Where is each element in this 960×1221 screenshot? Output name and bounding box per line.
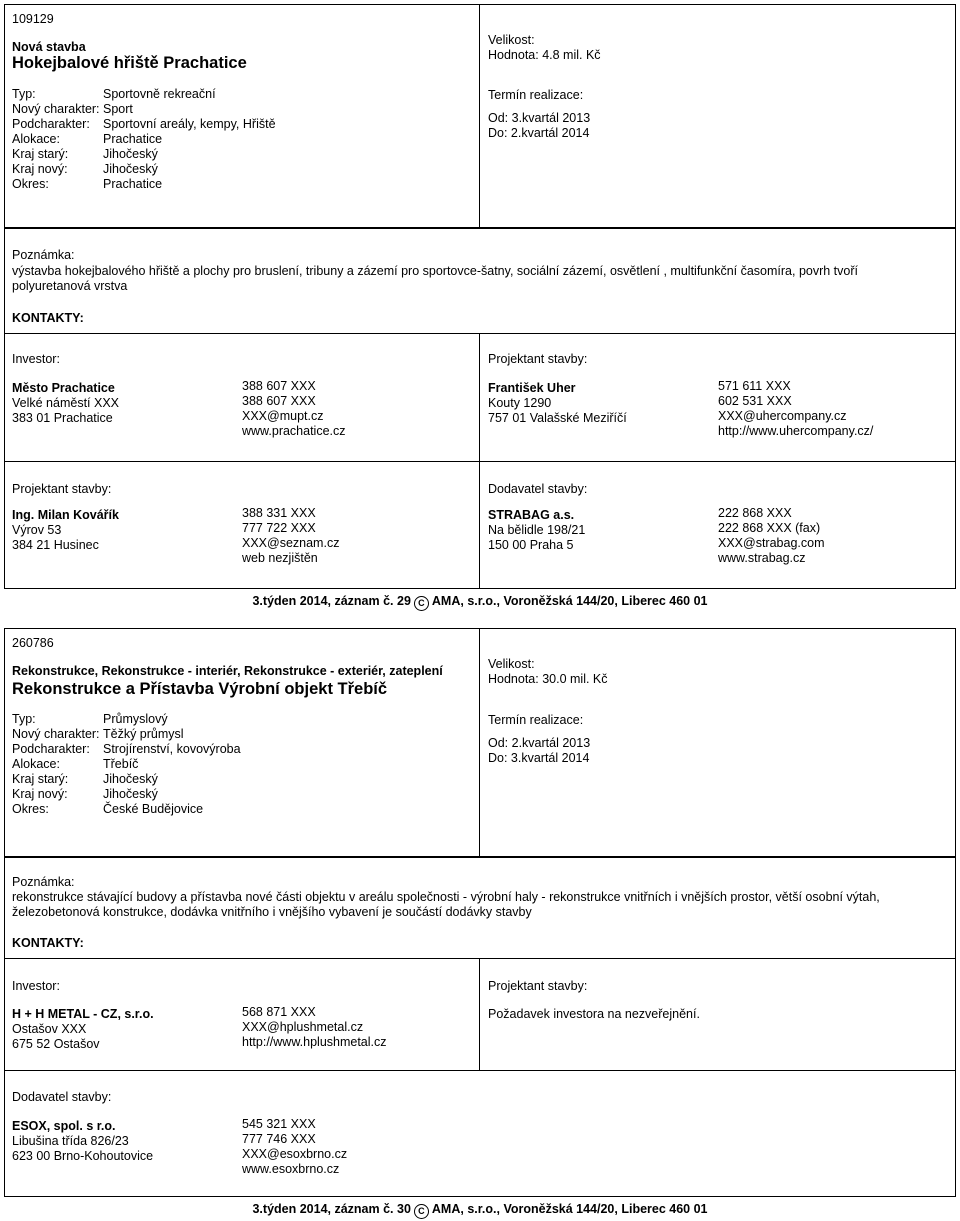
field-row [12,102,472,117]
field-value: České Budějovice [103,802,204,816]
term-to: Do: 3.kvartál 2014 [488,751,590,765]
field-row [12,87,472,102]
term-block [488,88,590,141]
footer-record-info: 3.týden 2014, záznam č. 29 [252,594,411,608]
field-label: Podcharakter: [12,117,90,131]
field-row [12,117,472,132]
field-value: Jihočeský [103,787,158,801]
field-value: Prachatice [103,177,163,191]
contacts-label: KONTAKTY: [12,311,84,325]
email-link: XXX@esoxbrno.cz [242,1147,348,1161]
supplier-name: ESOX, spol. s r.o. [12,1119,116,1133]
field-label: Podcharakter: [12,742,90,756]
web-link: www.prachatice.cz [242,424,346,438]
note-text: výstavba hokejbalového hřiště a plochy pro bruslení, tribuny a zázemí pro sportovce-šatny, sociální zázemí, osvětlení , multifunkční časomíra, povrh tvoří polyuretanová vrstva [12,264,858,293]
term-block [488,713,590,766]
investor-contact [242,379,346,439]
designer-address-line: 757 01 Valašské Meziříčí [488,411,627,425]
web-link: http://www.uhercompany.cz/ [718,424,874,438]
email-link: XXX@seznam.cz [242,536,340,550]
note-label: Poznámka: [12,248,75,262]
field-label: Kraj starý: [12,147,69,161]
contacts-divider-mid [4,1070,956,1071]
field-label: Typ: [12,712,36,726]
note-text: rekonstrukce stávající budovy a přístavba nové části objektu v areálu společnosti - výrobní haly - rekonstrukce vnitřních i vnějších prostor, větší osobní výtah, železobetonová konstrukce, dodávka vnitřního i vnějšího vybavení je součástí dodávky stavby [12,890,880,919]
investor-name: H + H METAL - CZ, s.r.o. [12,1007,154,1021]
term-label: Termín realizace: [488,713,584,727]
investor-role: Investor: [12,979,60,993]
phone: 222 868 XXX [718,506,792,520]
term-from: Od: 2.kvartál 2013 [488,736,591,750]
size-value: Hodnota: 30.0 mil. Kč [488,672,608,686]
phone: 777 722 XXX [242,521,316,535]
field-value: Sportovně rekreační [103,87,216,101]
web-link: web nezjištěn [242,551,318,565]
supplier-address-line: Na bělidle 198/21 [488,523,586,537]
investor-address-line: 383 01 Prachatice [12,411,113,425]
footer-company: AMA, s.r.o., Voroněžská 144/20, Liberec 460 01 [431,1202,708,1216]
field-value: Průmyslový [103,712,168,726]
supplier-address-line: 150 00 Praha 5 [488,538,574,552]
field-value: Třebíč [103,757,139,771]
email-link: XXX@strabag.com [718,536,825,550]
designer-info [488,381,627,426]
field-label: Alokace: [12,132,60,146]
field-label: Alokace: [12,757,60,771]
investor-name: Město Prachatice [12,381,115,395]
contacts-divider-v [479,958,480,1070]
field-value: Prachatice [103,132,163,146]
contacts-divider [4,333,956,334]
size-block [488,657,608,687]
copyright-icon: C [414,1204,429,1219]
field-label: Nový charakter: [12,727,100,741]
field-row [12,712,472,727]
designer-contact [718,379,873,439]
note-label: Poznámka: [12,875,75,889]
record-stage: Rekonstrukce, Rekonstrukce - interiér, Rekonstrukce - exteriér, zateplení [12,664,443,678]
designer-role: Projektant stavby: [488,979,588,993]
supplier-role: Dodavatel stavby: [488,482,588,496]
contacts-divider-v [479,333,480,461]
contacts-divider [4,958,956,959]
size-block [488,33,601,63]
size-label: Velikost: [488,657,535,671]
record-title: Rekonstrukce a Přístavba Výrobní objekt Třebíč [12,680,388,698]
phone: 568 871 XXX [242,1005,316,1019]
term-label: Termín realizace: [488,88,584,102]
field-row [12,787,472,802]
record-id: 260786 [12,636,54,650]
supplier-contact [242,1117,347,1177]
record-fields [12,712,472,817]
designer-address-line: Kouty 1290 [488,396,552,410]
field-value: Jihočeský [103,162,158,176]
supplier-contact [718,506,824,566]
investor-address-line: 675 52 Ostašov [12,1037,100,1051]
phone: 571 611 XXX [718,379,791,393]
supplier-address-line: 623 00 Brno-Kohoutovice [12,1149,154,1163]
contacts-divider-mid [4,461,956,462]
field-row [12,802,472,817]
field-row [12,742,472,757]
field-label: Okres: [12,802,49,816]
phone: 388 607 XXX [242,394,316,408]
contacts-divider-v2 [479,461,480,589]
web-link: www.strabag.cz [718,551,806,565]
designer-name: Ing. Milan Kovářík [12,508,119,522]
supplier-role: Dodavatel stavby: [12,1090,112,1104]
phone: 388 607 XXX [242,379,316,393]
page-footer [0,1202,960,1219]
field-label: Nový charakter: [12,102,100,116]
supplier-name: STRABAG a.s. [488,508,575,522]
field-label: Okres: [12,177,49,191]
supplier-address-line: Libušina třída 826/23 [12,1134,129,1148]
page-footer [0,594,960,611]
investor-info [12,381,119,426]
term-to: Do: 2.kvartál 2014 [488,126,590,140]
web-link: www.esoxbrno.cz [242,1162,340,1176]
designer-role: Projektant stavby: [488,352,588,366]
supplier-info [488,508,585,553]
field-row [12,757,472,772]
record-2-header-divider [479,628,480,857]
investor-address-line: Velké náměstí XXX [12,396,120,410]
investor-info [12,1007,154,1052]
contacts-label: KONTAKTY: [12,936,84,950]
record-title: Hokejbalové hřiště Prachatice [12,54,247,72]
designer-role: Projektant stavby: [12,482,112,496]
field-label: Typ: [12,87,36,101]
record-stage: Nová stavba [12,40,86,54]
designer-address-line: Výrov 53 [12,523,62,537]
phone: 602 531 XXX [718,394,792,408]
copyright-icon: C [414,596,429,611]
field-value: Těžký průmysl [103,727,184,741]
web-link: http://www.hplushmetal.cz [242,1035,387,1049]
email-link: XXX@uhercompany.cz [718,409,847,423]
investor-role: Investor: [12,352,60,366]
email-link: XXX@hplushmetal.cz [242,1020,364,1034]
email-link: XXX@mupt.cz [242,409,324,423]
designer-contact [242,506,339,566]
size-label: Velikost: [488,33,535,47]
field-label: Kraj starý: [12,772,69,786]
field-row [12,132,472,147]
record-fields [12,87,472,192]
investor-address-line: Ostašov XXX [12,1022,87,1036]
field-value: Sportovní areály, kempy, Hřiště [103,117,276,131]
designer-info [12,508,119,553]
phone: 777 746 XXX [242,1132,316,1146]
record-id: 109129 [12,12,54,26]
phone: 222 868 XXX (fax) [718,521,821,535]
supplier-info [12,1119,153,1164]
phone: 388 331 XXX [242,506,316,520]
field-label: Kraj nový: [12,787,68,801]
size-value: Hodnota: 4.8 mil. Kč [488,48,601,62]
footer-record-info: 3.týden 2014, záznam č. 30 [252,1202,411,1216]
term-from: Od: 3.kvartál 2013 [488,111,591,125]
designer-note: Požadavek investora na nezveřejnění. [488,1007,700,1021]
designer-name: František Uher [488,381,576,395]
field-row [12,772,472,787]
field-value: Strojírenství, kovovýroba [103,742,241,756]
designer-address-line: 384 21 Husinec [12,538,99,552]
field-row [12,147,472,162]
footer-company: AMA, s.r.o., Voroněžská 144/20, Liberec 460 01 [431,594,708,608]
field-value: Sport [103,102,133,116]
phone: 545 321 XXX [242,1117,316,1131]
field-label: Kraj nový: [12,162,68,176]
field-value: Jihočeský [103,772,158,786]
record-1-header-divider [479,4,480,228]
investor-contact [242,1005,387,1050]
field-row [12,177,472,192]
field-row [12,162,472,177]
field-value: Jihočeský [103,147,158,161]
field-row [12,727,472,742]
